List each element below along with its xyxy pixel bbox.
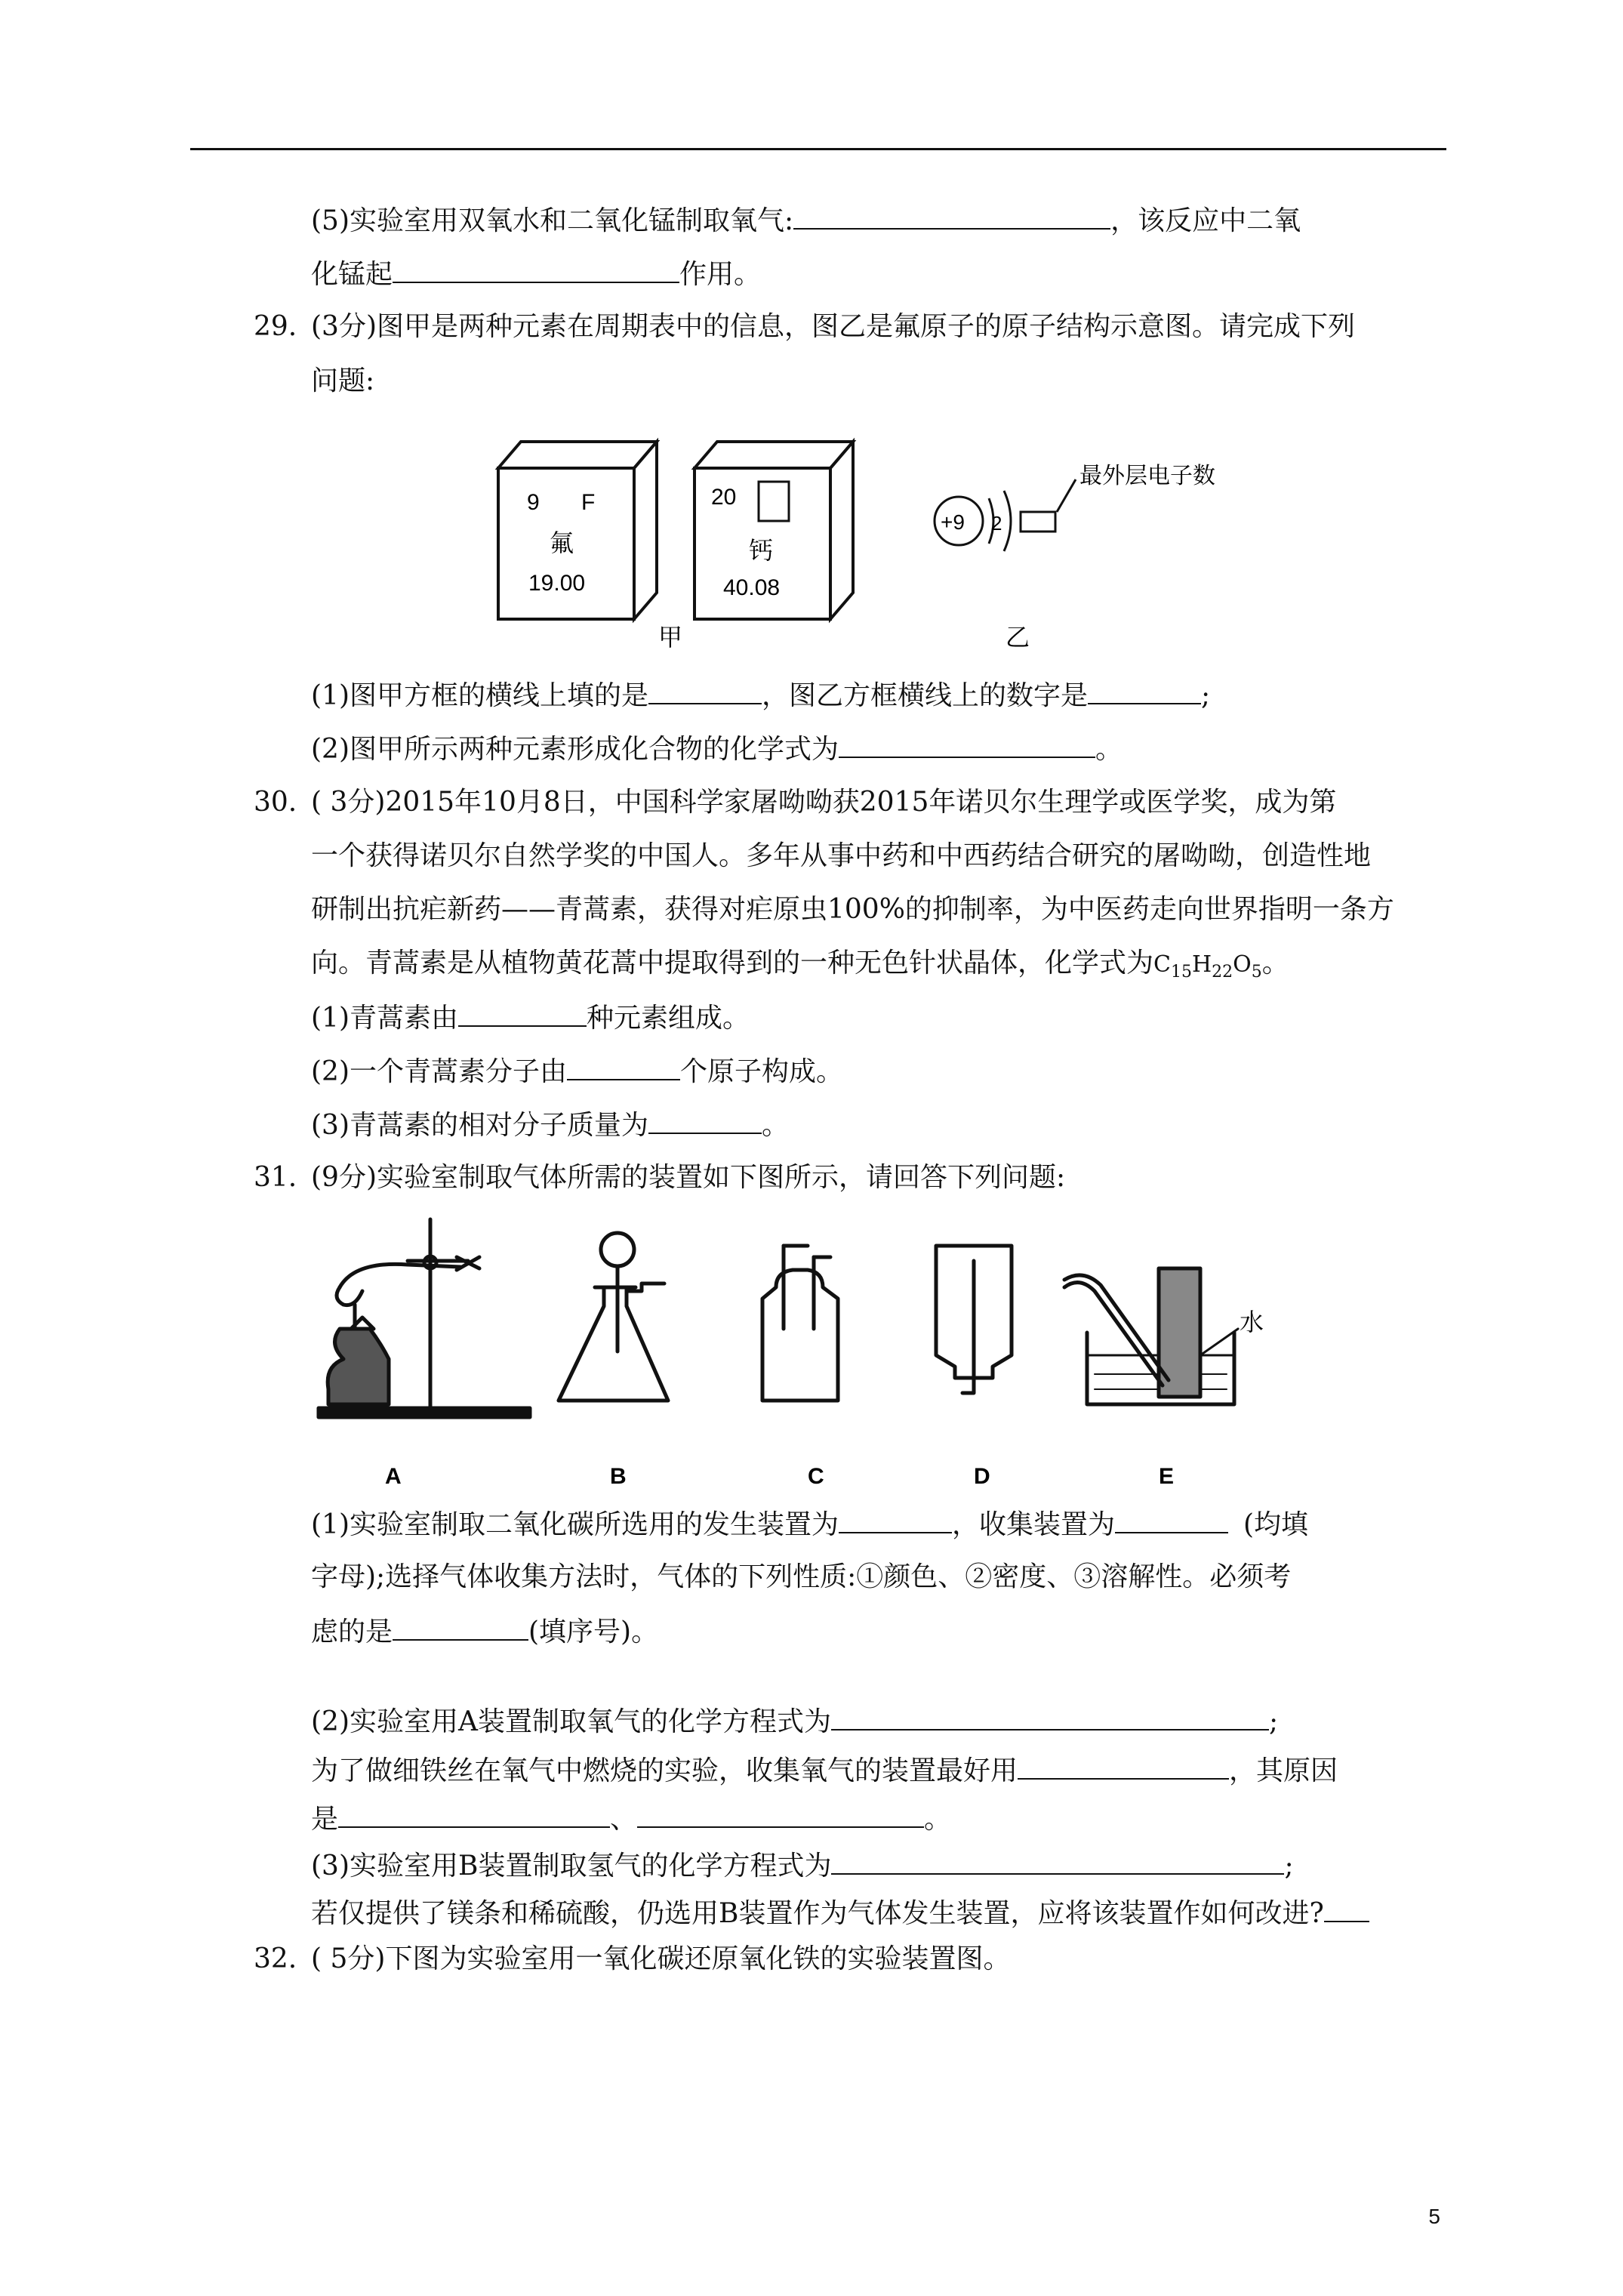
answer-blank[interactable] <box>1088 676 1201 704</box>
calcium-name: 钙 <box>749 537 774 564</box>
q29-sub1: (1)图甲方框的横线上填的是 ，图乙方框横线上的数字是 ; <box>311 676 1210 715</box>
answer-blank[interactable] <box>1324 1894 1369 1922</box>
q31-sub1-line2: 字母);选择气体收集方法时，气体的下列性质:①颜色、②密度、③溶解性。必须考 <box>311 1561 1292 1592</box>
q29-sub2: (2)图甲所示两种元素形成化合物的化学式为 。 <box>311 729 1123 769</box>
q30-sub1: (1)青蒿素由 种元素组成。 <box>311 998 750 1037</box>
label-e: E <box>1159 1464 1175 1489</box>
fluorine-number: 9 <box>527 490 540 515</box>
artemisinin-formula: $C_{15}H_{22}O_5$ <box>1153 951 1262 982</box>
q29-number: 29. <box>254 311 297 342</box>
label-a: A <box>385 1464 402 1489</box>
q29-stem-line1: (3分)图甲是两种元素在周期表中的信息，图乙是氟原子的原子结构示意图。请完成下列 <box>311 311 1355 342</box>
q31-sub2-line1: (2)实验室用A装置制取氧气的化学方程式为 ; <box>311 1702 1278 1741</box>
fluorine-mass: 19.00 <box>528 571 586 596</box>
fluorine-symbol: F <box>581 490 596 515</box>
answer-blank[interactable] <box>839 1505 952 1533</box>
label-c: C <box>808 1464 824 1489</box>
q31-sub2-line2: 为了做细铁丝在氧气中燃烧的实验，收集氧气的装置最好用 ，其原因 <box>311 1751 1338 1790</box>
q28-item5-line1: (5)实验室用双氧水和二氧化锰制取氧气: ，该反应中二氧 <box>311 201 1301 240</box>
answer-blank[interactable] <box>458 998 587 1027</box>
q29-stem-line2: 问题: <box>311 365 375 396</box>
answer-blank[interactable] <box>831 1702 1269 1730</box>
q30-stem-line4: 向。青蒿素是从植物黄花蒿中提取得到的一种无色针状晶体，化学式为$C_{15}H_{22}O_5$。 <box>311 948 1289 982</box>
answer-blank[interactable] <box>831 1846 1284 1875</box>
apparatus-b <box>559 1233 668 1401</box>
answer-blank[interactable] <box>637 1799 924 1828</box>
water-label: 水 <box>1240 1308 1264 1336</box>
apparatus-c <box>762 1246 838 1401</box>
q32-number: 32. <box>254 1943 297 1974</box>
q31-sub2-line3: 是 、 。 <box>311 1799 951 1838</box>
apparatus-d <box>936 1246 1012 1393</box>
answer-blank[interactable] <box>793 201 1110 230</box>
answer-blank[interactable] <box>338 1799 610 1828</box>
q31-sub3-line2: 若仅提供了镁条和稀硫酸，仍选用B装置作为气体发生装置，应将该装置作如何改进? <box>311 1894 1369 1933</box>
q31-apparatus-figure <box>310 1216 1313 1495</box>
answer-blank[interactable] <box>1115 1505 1228 1533</box>
answer-blank[interactable] <box>393 1612 528 1641</box>
q29-figure <box>483 423 1283 657</box>
answer-blank[interactable] <box>839 729 1095 758</box>
fluorine-name: 氟 <box>550 529 574 556</box>
q30-sub2: (2)一个青蒿素分子由 个原子构成。 <box>311 1052 843 1091</box>
q30-sub3: (3)青蒿素的相对分子质量为 。 <box>311 1105 789 1145</box>
atom-label: 最外层电子数 <box>1079 464 1215 488</box>
q31-sub3-line1: (3)实验室用B装置制取氢气的化学方程式为 ; <box>311 1846 1294 1885</box>
q28-item5-line2: 化锰起 作用。 <box>311 254 761 294</box>
answer-blank[interactable] <box>648 676 762 704</box>
q31-sub1-line1: (1)实验室制取二氧化碳所选用的发生装置为 ，收集装置为 (均填 <box>311 1505 1308 1544</box>
label-b: B <box>610 1464 627 1489</box>
calcium-mass: 40.08 <box>723 575 781 600</box>
caption-jia: 甲 <box>658 624 683 651</box>
q32-stem: ( 5分)下图为实验室用一氧化碳还原氧化铁的实验装置图。 <box>311 1943 1011 1974</box>
q30-stem-line1: ( 3分)2015年10月8日，中国科学家屠呦呦获2015年诺贝尔生理学或医学奖，成为第 <box>311 787 1337 818</box>
header-rule <box>190 148 1446 150</box>
caption-yi: 乙 <box>1006 624 1030 651</box>
q30-number: 30. <box>254 787 297 818</box>
calcium-number: 20 <box>711 485 737 510</box>
label-d: D <box>974 1464 990 1489</box>
page-number: 5 <box>1428 2205 1440 2228</box>
q30-stem-line3: 研制出抗疟新药——青蒿素，获得对疟原虫100%的抑制率，为中医药走向世界指明一条方 <box>311 894 1394 925</box>
apparatus-e <box>1064 1268 1238 1404</box>
answer-blank[interactable] <box>393 254 679 283</box>
apparatus-a <box>319 1219 530 1417</box>
q31-stem: (9分)实验室制取气体所需的装置如下图所示，请回答下列问题: <box>311 1162 1066 1193</box>
answer-blank[interactable] <box>1018 1751 1229 1780</box>
q31-sub1-line3: 虑的是 (填序号)。 <box>311 1612 658 1651</box>
answer-blank[interactable] <box>567 1052 680 1080</box>
answer-blank[interactable] <box>648 1105 762 1134</box>
atom-shell1: 2 <box>991 512 1002 535</box>
q30-stem-line2: 一个获得诺贝尔自然学奖的中国人。多年从事中药和中西药结合研究的屠呦呦，创造性地 <box>311 840 1372 871</box>
atom-nucleus: +9 <box>941 510 965 534</box>
q31-number: 31. <box>254 1162 297 1193</box>
